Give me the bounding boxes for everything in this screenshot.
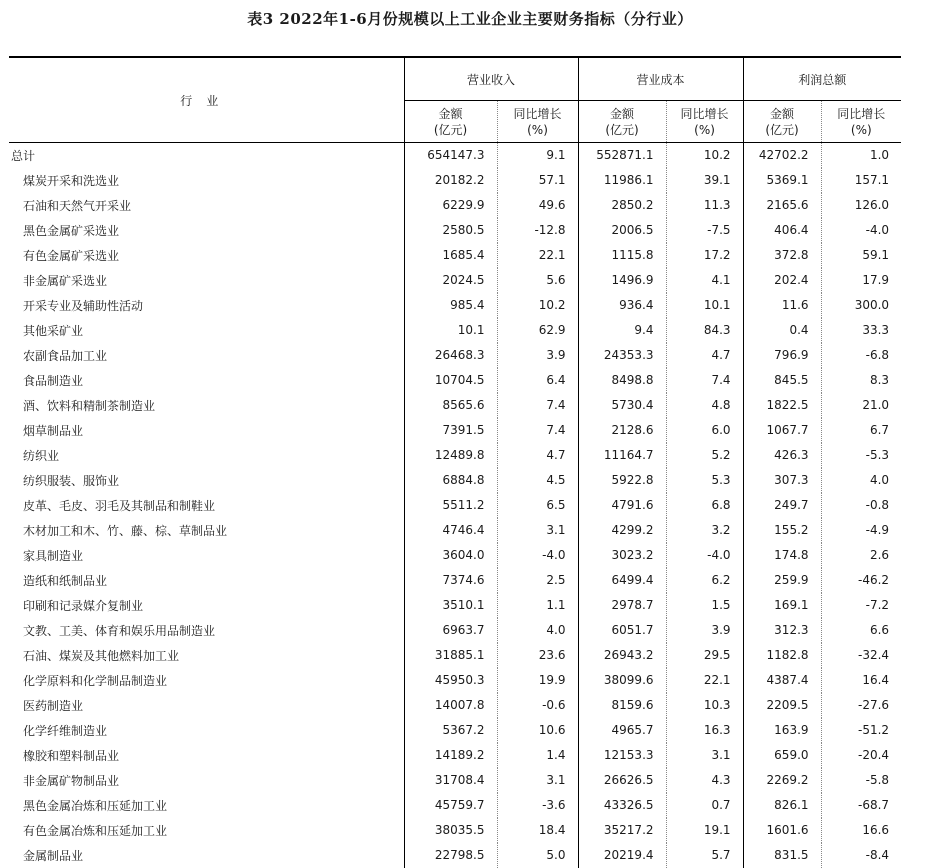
profit-amount: 1182.8: [743, 643, 821, 668]
revenue-growth: 7.4: [497, 393, 578, 418]
revenue-amount: 31885.1: [404, 643, 497, 668]
profit-amount: 249.7: [743, 493, 821, 518]
profit-growth: 157.1: [821, 168, 901, 193]
revenue-amount: 7391.5: [404, 418, 497, 443]
revenue-growth: 23.6: [497, 643, 578, 668]
table-title: 表3 2022年1-6月份规模以上工业企业主要财务指标（分行业）: [247, 10, 693, 28]
cost-amount: 9.4: [578, 318, 666, 343]
cost-growth: 29.5: [666, 643, 743, 668]
cost-growth: 16.3: [666, 718, 743, 743]
cost-growth: 4.7: [666, 343, 743, 368]
cost-amount: 12153.3: [578, 743, 666, 768]
cost-amount: 4299.2: [578, 518, 666, 543]
cost-growth: 11.3: [666, 193, 743, 218]
profit-growth: -4.9: [821, 518, 901, 543]
table-row: [9, 393, 901, 418]
cost-growth: 4.1: [666, 268, 743, 293]
revenue-growth: -4.0: [497, 543, 578, 568]
profit-amount: 155.2: [743, 518, 821, 543]
cost-amount: 43326.5: [578, 793, 666, 818]
profit-growth: 4.0: [821, 468, 901, 493]
revenue-growth: 2.5: [497, 568, 578, 593]
revenue-amount: 7374.6: [404, 568, 497, 593]
profit-growth: -5.8: [821, 768, 901, 793]
profit-amount: 372.8: [743, 243, 821, 268]
revenue-amount: 14189.2: [404, 743, 497, 768]
header-cost: 营业成本: [578, 57, 743, 101]
cost-growth: -4.0: [666, 543, 743, 568]
profit-growth: -20.4: [821, 743, 901, 768]
profit-growth: -27.6: [821, 693, 901, 718]
revenue-growth: 62.9: [497, 318, 578, 343]
profit-amount: 2165.6: [743, 193, 821, 218]
industry-name: 非金属矿物制品业: [23, 773, 120, 788]
industry-name: 总计: [11, 148, 36, 163]
cost-amount: 4791.6: [578, 493, 666, 518]
cost-amount: 2978.7: [578, 593, 666, 618]
cost-amount: 2006.5: [578, 218, 666, 243]
table-row: [9, 318, 901, 343]
industry-name: 印刷和记录媒介复制业: [23, 598, 144, 613]
revenue-amount: 8565.6: [404, 393, 497, 418]
cost-amount: 5922.8: [578, 468, 666, 493]
revenue-growth: 4.5: [497, 468, 578, 493]
table-row: [9, 193, 901, 218]
profit-amount: 426.3: [743, 443, 821, 468]
header-profit: 利润总额: [743, 57, 901, 101]
table-row: [9, 693, 901, 718]
cost-amount: 20219.4: [578, 843, 666, 868]
cost-amount: 6051.7: [578, 618, 666, 643]
revenue-growth: -3.6: [497, 793, 578, 818]
revenue-amount: 2580.5: [404, 218, 497, 243]
table-row: [9, 293, 901, 318]
revenue-amount: 5367.2: [404, 718, 497, 743]
cost-growth: 39.1: [666, 168, 743, 193]
revenue-amount: 26468.3: [404, 343, 497, 368]
cost-growth: -7.5: [666, 218, 743, 243]
header-cost-amount: 金额 (亿元): [578, 101, 666, 143]
revenue-growth: 9.1: [497, 143, 578, 168]
profit-amount: 259.9: [743, 568, 821, 593]
profit-growth: 21.0: [821, 393, 901, 418]
profit-growth: 16.4: [821, 668, 901, 693]
table-row: [9, 493, 901, 518]
header-cost-growth: 同比增长 (%): [666, 101, 743, 143]
revenue-growth: 3.1: [497, 768, 578, 793]
revenue-growth: 4.7: [497, 443, 578, 468]
profit-growth: -7.2: [821, 593, 901, 618]
table-row: [9, 668, 901, 693]
revenue-growth: 6.4: [497, 368, 578, 393]
cost-amount: 1496.9: [578, 268, 666, 293]
cost-amount: 2850.2: [578, 193, 666, 218]
header-revenue-amount: 金额 (亿元): [404, 101, 497, 143]
cost-growth: 5.2: [666, 443, 743, 468]
profit-amount: 1822.5: [743, 393, 821, 418]
profit-growth: 17.9: [821, 268, 901, 293]
cost-growth: 3.2: [666, 518, 743, 543]
revenue-amount: 5511.2: [404, 493, 497, 518]
profit-amount: 2269.2: [743, 768, 821, 793]
table-row: [9, 743, 901, 768]
table-row: [9, 843, 901, 868]
cost-growth: 3.1: [666, 743, 743, 768]
header-row-groups: [9, 57, 901, 101]
revenue-amount: 10704.5: [404, 368, 497, 393]
table-body: [9, 143, 901, 868]
cost-amount: 8159.6: [578, 693, 666, 718]
profit-amount: 42702.2: [743, 143, 821, 168]
profit-amount: 826.1: [743, 793, 821, 818]
industry-name: 金属制品业: [23, 848, 84, 863]
profit-growth: -6.8: [821, 343, 901, 368]
revenue-growth: 5.6: [497, 268, 578, 293]
table-row: [9, 593, 901, 618]
profit-growth: 126.0: [821, 193, 901, 218]
cost-growth: 19.1: [666, 818, 743, 843]
profit-amount: 1067.7: [743, 418, 821, 443]
revenue-growth: 1.1: [497, 593, 578, 618]
profit-growth: 59.1: [821, 243, 901, 268]
cost-growth: 0.7: [666, 793, 743, 818]
profit-amount: 174.8: [743, 543, 821, 568]
table-row: [9, 168, 901, 193]
revenue-amount: 20182.2: [404, 168, 497, 193]
profit-growth: 6.7: [821, 418, 901, 443]
revenue-growth: 18.4: [497, 818, 578, 843]
table-row: [9, 768, 901, 793]
revenue-amount: 2024.5: [404, 268, 497, 293]
financial-indicators-table: [9, 56, 901, 868]
profit-amount: 11.6: [743, 293, 821, 318]
industry-name: 农副食品加工业: [23, 348, 108, 363]
cost-amount: 936.4: [578, 293, 666, 318]
cost-growth: 22.1: [666, 668, 743, 693]
cost-amount: 8498.8: [578, 368, 666, 393]
cost-growth: 1.5: [666, 593, 743, 618]
revenue-amount: 6963.7: [404, 618, 497, 643]
revenue-amount: 654147.3: [404, 143, 497, 168]
cost-amount: 38099.6: [578, 668, 666, 693]
profit-amount: 202.4: [743, 268, 821, 293]
profit-growth: -0.8: [821, 493, 901, 518]
cost-amount: 2128.6: [578, 418, 666, 443]
industry-name: 化学原料和化学制品制造业: [23, 673, 168, 688]
revenue-growth: 49.6: [497, 193, 578, 218]
industry-name: 纺织服装、服饰业: [23, 473, 120, 488]
header-revenue-growth: 同比增长 (%): [497, 101, 578, 143]
profit-growth: -46.2: [821, 568, 901, 593]
revenue-amount: 985.4: [404, 293, 497, 318]
industry-name: 家具制造业: [23, 548, 84, 563]
table-row: [9, 243, 901, 268]
revenue-amount: 45950.3: [404, 668, 497, 693]
table-row: [9, 543, 901, 568]
industry-name: 有色金属冶炼和压延加工业: [23, 823, 168, 838]
profit-growth: -68.7: [821, 793, 901, 818]
profit-amount: 5369.1: [743, 168, 821, 193]
revenue-amount: 45759.7: [404, 793, 497, 818]
profit-amount: 169.1: [743, 593, 821, 618]
cost-growth: 6.8: [666, 493, 743, 518]
revenue-amount: 4746.4: [404, 518, 497, 543]
revenue-growth: 4.0: [497, 618, 578, 643]
profit-amount: 406.4: [743, 218, 821, 243]
revenue-amount: 1685.4: [404, 243, 497, 268]
profit-growth: -5.3: [821, 443, 901, 468]
industry-name: 食品制造业: [23, 373, 84, 388]
cost-growth: 10.3: [666, 693, 743, 718]
revenue-amount: 22798.5: [404, 843, 497, 868]
cost-amount: 1115.8: [578, 243, 666, 268]
profit-amount: 845.5: [743, 368, 821, 393]
revenue-amount: 10.1: [404, 318, 497, 343]
industry-name: 纺织业: [23, 448, 60, 463]
table-row: [9, 418, 901, 443]
table-row: [9, 793, 901, 818]
cost-amount: 6499.4: [578, 568, 666, 593]
industry-name: 木材加工和木、竹、藤、棕、草制品业: [23, 523, 228, 538]
revenue-growth: 10.2: [497, 293, 578, 318]
cost-growth: 6.2: [666, 568, 743, 593]
table-row: [9, 618, 901, 643]
table-row: [9, 443, 901, 468]
industry-name: 煤炭开采和洗选业: [23, 173, 120, 188]
cost-growth: 4.8: [666, 393, 743, 418]
revenue-amount: 3604.0: [404, 543, 497, 568]
revenue-amount: 14007.8: [404, 693, 497, 718]
revenue-growth: 7.4: [497, 418, 578, 443]
table-row: [9, 718, 901, 743]
cost-growth: 6.0: [666, 418, 743, 443]
industry-name: 酒、饮料和精制茶制造业: [23, 398, 156, 413]
cost-amount: 11164.7: [578, 443, 666, 468]
cost-growth: 7.4: [666, 368, 743, 393]
cost-amount: 24353.3: [578, 343, 666, 368]
cost-amount: 5730.4: [578, 393, 666, 418]
profit-growth: -8.4: [821, 843, 901, 868]
profit-growth: 6.6: [821, 618, 901, 643]
revenue-growth: 19.9: [497, 668, 578, 693]
revenue-growth: 3.9: [497, 343, 578, 368]
table-row: [9, 568, 901, 593]
profit-amount: 1601.6: [743, 818, 821, 843]
table-row: [9, 518, 901, 543]
profit-growth: -32.4: [821, 643, 901, 668]
industry-name: 黑色金属冶炼和压延加工业: [23, 798, 168, 813]
cost-amount: 3023.2: [578, 543, 666, 568]
table-row: [9, 368, 901, 393]
profit-amount: 163.9: [743, 718, 821, 743]
industry-name: 石油、煤炭及其他燃料加工业: [23, 648, 180, 663]
header-industry: 行业: [9, 57, 404, 143]
profit-amount: 4387.4: [743, 668, 821, 693]
cost-amount: 552871.1: [578, 143, 666, 168]
profit-amount: 307.3: [743, 468, 821, 493]
cost-growth: 10.1: [666, 293, 743, 318]
header-profit-amount: 金额 (亿元): [743, 101, 821, 143]
profit-amount: 659.0: [743, 743, 821, 768]
profit-growth: 33.3: [821, 318, 901, 343]
revenue-growth: 5.0: [497, 843, 578, 868]
revenue-growth: 6.5: [497, 493, 578, 518]
industry-name: 黑色金属矿采选业: [23, 223, 120, 238]
profit-growth: 300.0: [821, 293, 901, 318]
header-revenue: 营业收入: [404, 57, 578, 101]
cost-growth: 4.3: [666, 768, 743, 793]
profit-growth: -4.0: [821, 218, 901, 243]
revenue-growth: -0.6: [497, 693, 578, 718]
header-profit-growth: 同比增长 (%): [821, 101, 901, 143]
industry-name: 造纸和纸制品业: [23, 573, 108, 588]
profit-growth: 16.6: [821, 818, 901, 843]
industry-name: 石油和天然气开采业: [23, 198, 132, 213]
revenue-growth: 1.4: [497, 743, 578, 768]
industry-name: 其他采矿业: [23, 323, 84, 338]
industry-name: 医药制造业: [23, 698, 84, 713]
table-row-total: [9, 143, 901, 168]
table-row: [9, 268, 901, 293]
table-row: [9, 343, 901, 368]
industry-name: 开采专业及辅助性活动: [23, 298, 144, 313]
cost-growth: 17.2: [666, 243, 743, 268]
revenue-amount: 3510.1: [404, 593, 497, 618]
industry-name: 有色金属矿采选业: [23, 248, 120, 263]
industry-name: 非金属矿采选业: [23, 273, 108, 288]
revenue-growth: -12.8: [497, 218, 578, 243]
cost-growth: 84.3: [666, 318, 743, 343]
profit-growth: 1.0: [821, 143, 901, 168]
revenue-amount: 31708.4: [404, 768, 497, 793]
cost-growth: 10.2: [666, 143, 743, 168]
cost-amount: 26626.5: [578, 768, 666, 793]
industry-name: 文教、工美、体育和娱乐用品制造业: [23, 623, 216, 638]
revenue-growth: 57.1: [497, 168, 578, 193]
table-row: [9, 468, 901, 493]
revenue-growth: 10.6: [497, 718, 578, 743]
revenue-growth: 3.1: [497, 518, 578, 543]
revenue-amount: 6884.8: [404, 468, 497, 493]
table-row: [9, 643, 901, 668]
industry-name: 橡胶和塑料制品业: [23, 748, 120, 763]
revenue-growth: 22.1: [497, 243, 578, 268]
cost-amount: 35217.2: [578, 818, 666, 843]
profit-growth: 8.3: [821, 368, 901, 393]
profit-amount: 831.5: [743, 843, 821, 868]
profit-amount: 312.3: [743, 618, 821, 643]
profit-amount: 796.9: [743, 343, 821, 368]
table-row: [9, 218, 901, 243]
industry-name: 皮革、毛皮、羽毛及其制品和制鞋业: [23, 498, 216, 513]
revenue-amount: 6229.9: [404, 193, 497, 218]
profit-growth: -51.2: [821, 718, 901, 743]
cost-growth: 5.3: [666, 468, 743, 493]
profit-amount: 2209.5: [743, 693, 821, 718]
industry-name: 化学纤维制造业: [23, 723, 108, 738]
revenue-amount: 12489.8: [404, 443, 497, 468]
industry-name: 烟草制品业: [23, 423, 84, 438]
profit-amount: 0.4: [743, 318, 821, 343]
revenue-amount: 38035.5: [404, 818, 497, 843]
table-row: [9, 818, 901, 843]
cost-growth: 3.9: [666, 618, 743, 643]
cost-growth: 5.7: [666, 843, 743, 868]
profit-growth: 2.6: [821, 543, 901, 568]
cost-amount: 26943.2: [578, 643, 666, 668]
cost-amount: 4965.7: [578, 718, 666, 743]
cost-amount: 11986.1: [578, 168, 666, 193]
